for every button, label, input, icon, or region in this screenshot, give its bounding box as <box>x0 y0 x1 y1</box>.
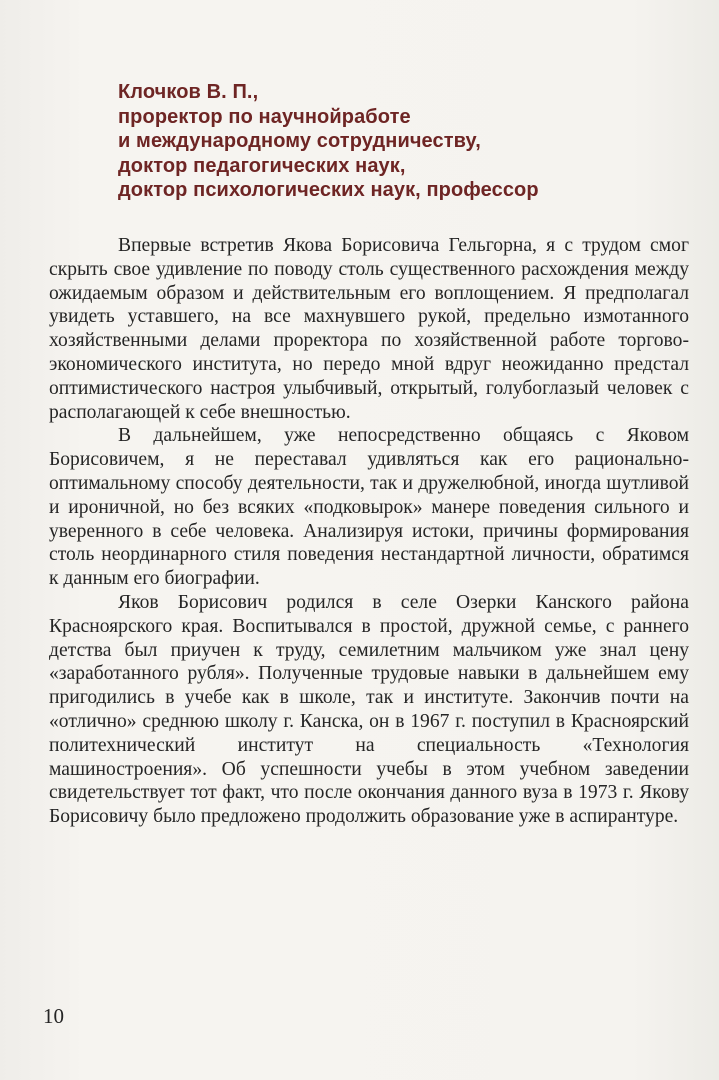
author-degree-2: доктор психологических наук, профессор <box>118 179 539 201</box>
author-position-line-1: проректор по научнойработе <box>118 105 411 128</box>
paragraph-1: Впервые встретив Якова Борисовича Гельгорна, я с трудом смог скрыть свое удивление по поводу столь существенного расхождения между ожидаемым образом и действительным его воплощением. Я предполагал увидеть уставшего, на все махнувшего рукой, предельно измотанного хозяйственными делами проректора по хозяйственной работе торгово-экономического института, но передо мной вдруг неожиданно предстал оптимистического настроя улыбчивый, открытый, голубоглазый человек с располагающей к себе внешностью. <box>49 235 689 423</box>
paragraph-2: В дальнейшем, уже непосредственно общаясь с Яковом Борисовичем, я не переставал удивляться как его рационально-оптимальному способу деятельности, так и дружелюбной, иногда шутливой и ироничной, но без всяких «подковырок» манере поведения сильного и уверенного в себе человека. Анализируя истоки, причины формирования столь неординарного стиля поведения нестандартной личности, обратимся к данным его биографии. <box>49 425 689 590</box>
author-position-line-2: и международному сотрудничеству, <box>118 130 481 152</box>
author-name: Клочков В. П., <box>118 81 259 103</box>
author-degree-1: доктор педагогических наук, <box>118 154 406 177</box>
page-number: 10 <box>43 1004 64 1028</box>
paragraph-3: Яков Борисович родился в селе Озерки Канского района Красноярского края. Воспитывался в простой, дружной семье, с раннего детства был приучен к труду, семилетним мальчиком уже знал цену «заработанного рубля». Полученные трудовые навыки в дальнейшем ему пригодились в учебе как в школе, так и институте. Закончив почти на «отлично» среднюю школу г. Канска, он в 1967 г. поступил в Красноярский политехнический институт на специальность «Технология машиностроения». Об успешности учебы в этом учебном заведении свидетельствует тот факт, что после окончания данного вуза в 1973 г. Якову Борисовичу было предложено продолжить образование уже в аспирантуре. <box>49 591 689 828</box>
author-heading <box>118 80 698 203</box>
body-text <box>49 234 689 829</box>
